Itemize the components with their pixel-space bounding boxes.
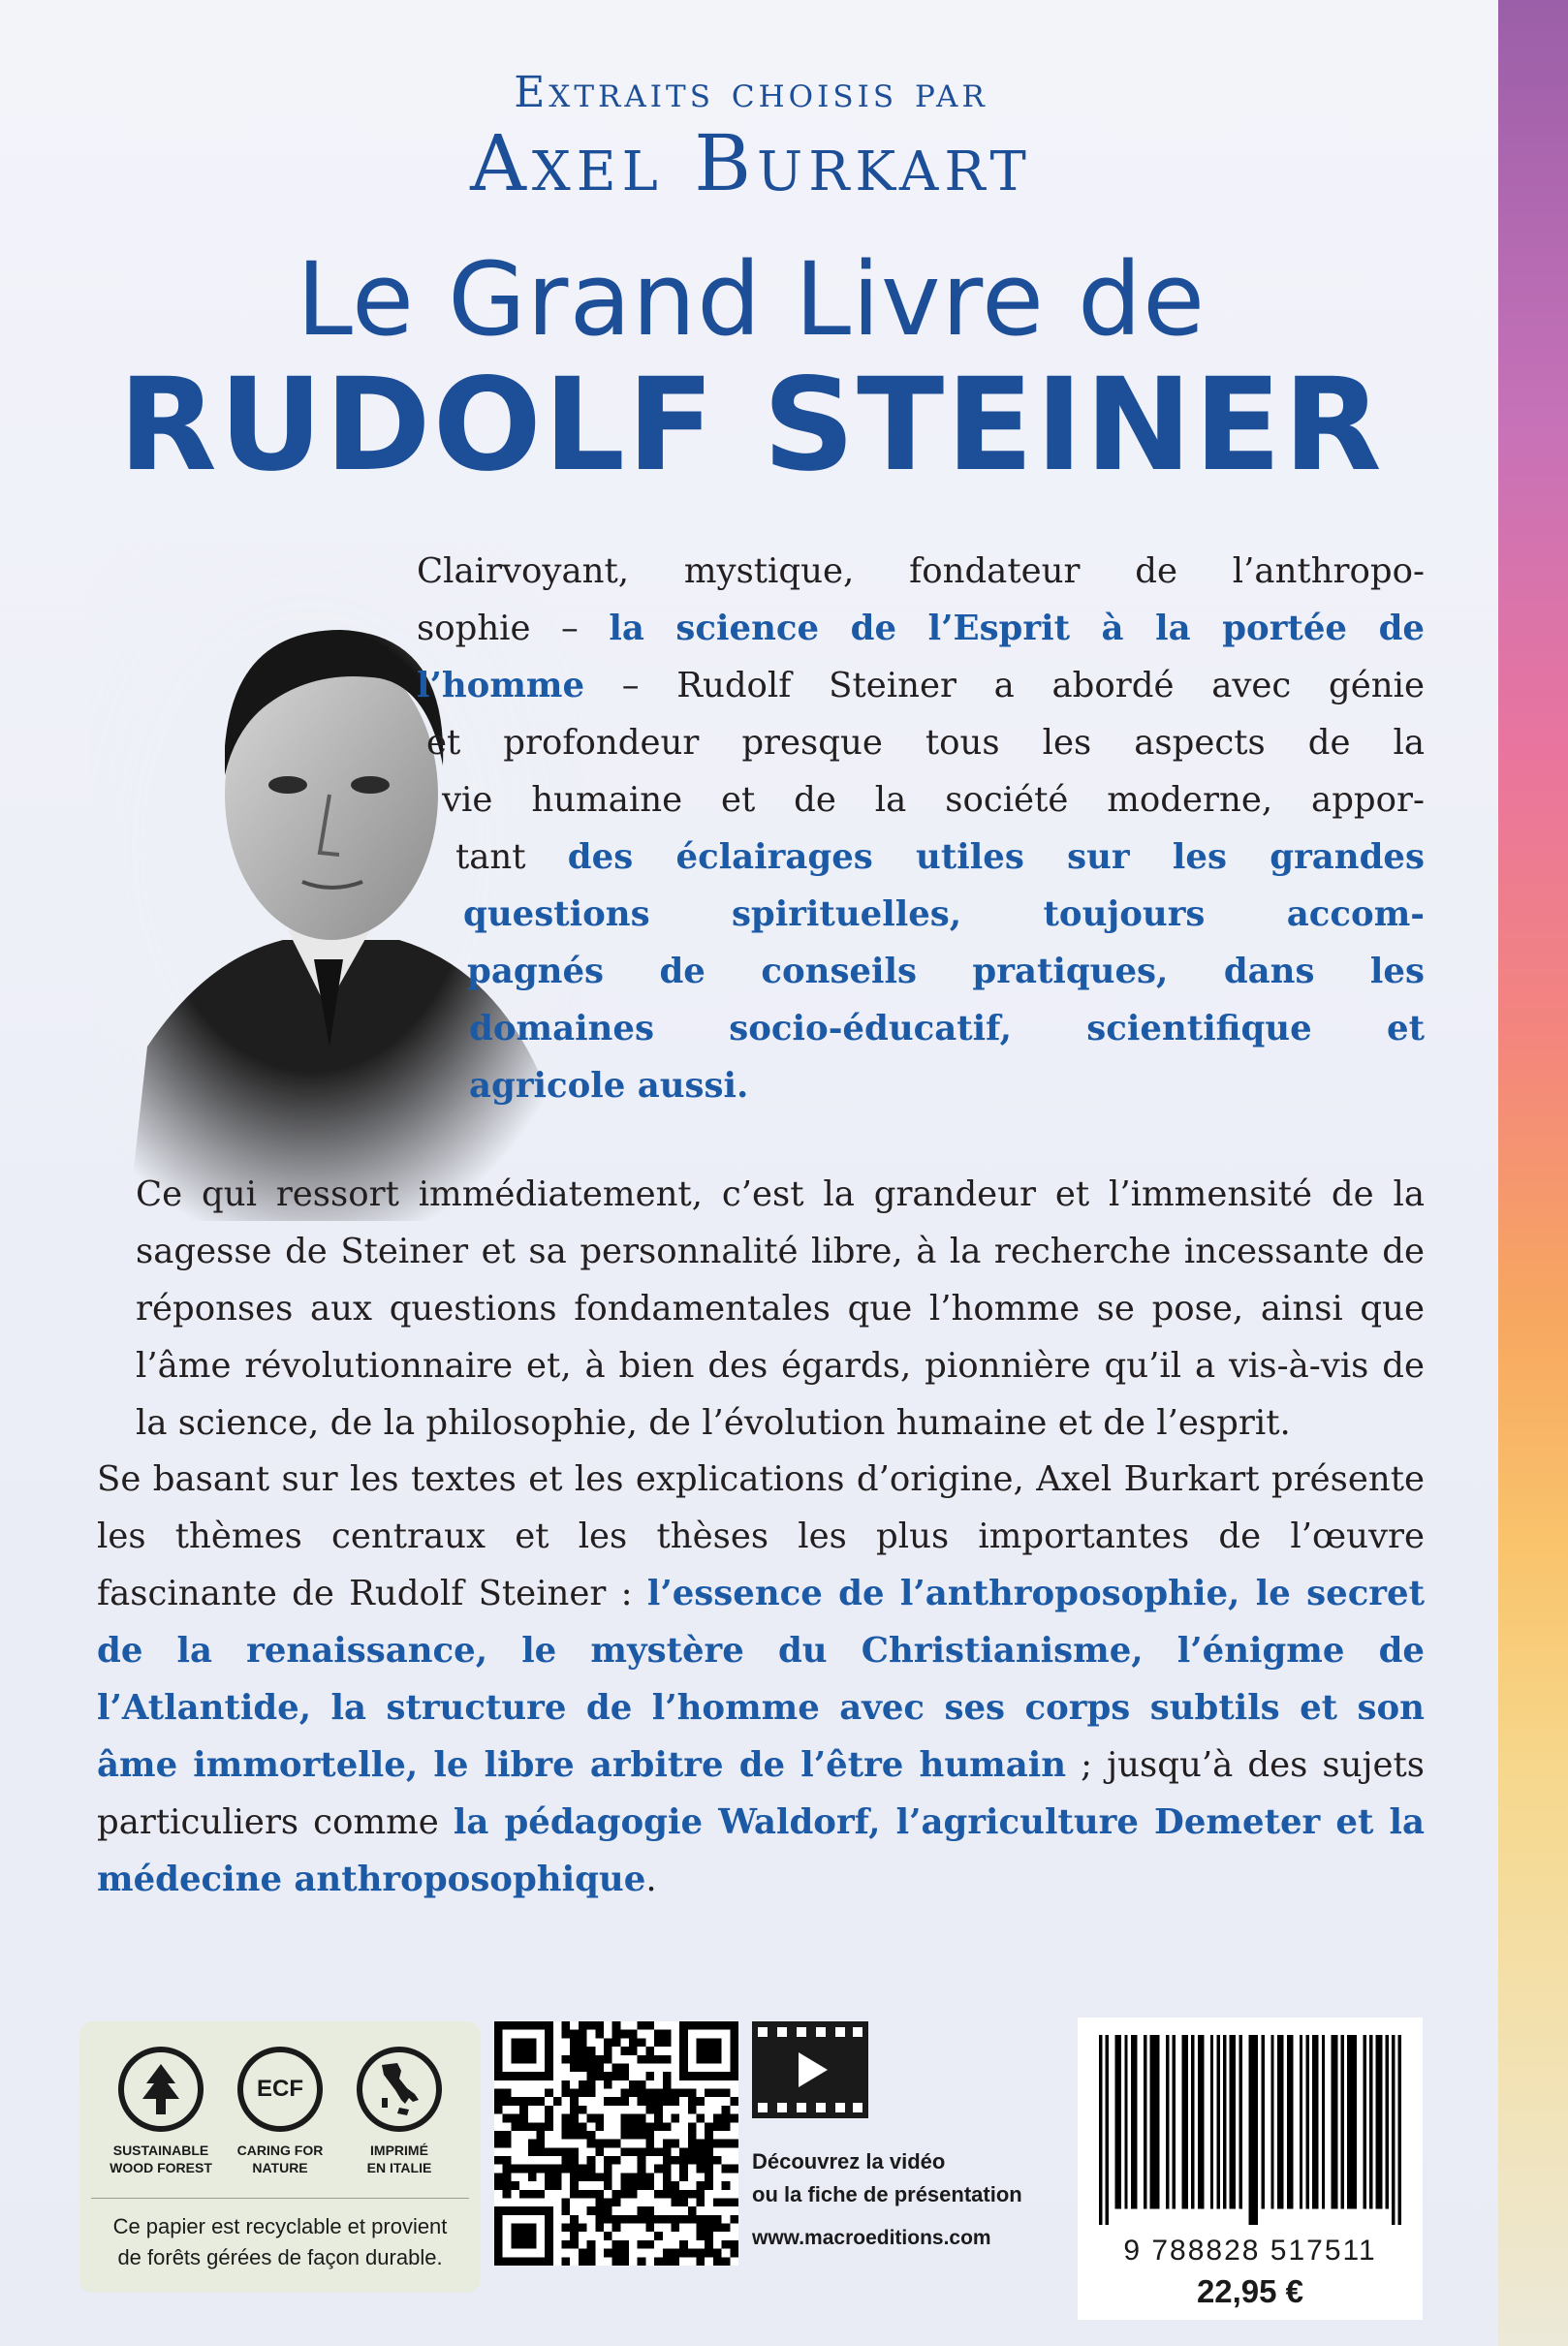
badge-caption: CARING FOR NATURE	[236, 2143, 324, 2175]
p1-line: l’homme – Rudolf Steiner a abordé avec génie	[417, 666, 1425, 705]
author-name: Axel Burkart	[470, 118, 1032, 208]
spine-gradient	[1498, 0, 1568, 2346]
second-paragraph: Ce qui ressort immédiatement, c’est la grandeur et l’immensité de la sagesse de Steiner et sa personnalité libre, à la recherche incessante de réponses aux questions fondamentales que l’homme se pose, ainsi que l’âme révolutionnaire et, à bien des égards, pionnière qu’il a vis-à-vis de la science, de la philosophie, de l’évolution humaine et de l’esprit.	[136, 1174, 1425, 1443]
subtitle: Extraits choisis par	[514, 68, 988, 117]
barcode	[1099, 2035, 1401, 2225]
p1-line: domaines socio-éducatif, scientifique et	[469, 1009, 1425, 1048]
isbn-number: 9 788828 517511	[1123, 2235, 1377, 2267]
video-caption: Découvrez la vidéo ou la fiche de présentation	[752, 2149, 1022, 2206]
italy-map-icon	[357, 2047, 442, 2132]
third-paragraph: Se basant sur les textes et les explications d’origine, Axel Burkart présente les thèmes centraux et les thèses les plus importantes de l’œuvre fascinante de Rudolf Steiner : l’essence de l’anthroposophie, le secret de la renaissance, le mystère du Christianisme, l’énigme de l’Atlantide, la structure de l’homme avec ses corps subtils et son âme immortelle, le libre arbitre de l’être humain ; jusqu’à des sujets particuliers comme la pédagogie Waldorf, l’agriculture Demeter et la médecine anthroposophique.	[97, 1459, 1425, 1899]
paper-note: Ce papier est recyclable et provient de forêts gérées de façon durable.	[112, 2214, 448, 2269]
price: 22,95 €	[1196, 2273, 1304, 2309]
p1-line: agricole aussi.	[469, 1066, 749, 1106]
badge-caption: IMPRIMÉ EN ITALIE	[366, 2143, 432, 2175]
p1-line: vie humaine et de la société moderne, appor-	[442, 780, 1425, 820]
eco-badges	[79, 2021, 481, 2293]
p1-line: tant des éclairages utiles sur les grandes	[455, 837, 1425, 877]
badge-caption: SUSTAINABLE WOOD FOREST	[110, 2143, 212, 2175]
publisher-url[interactable]: www.macroeditions.com	[752, 2227, 991, 2249]
p1-line: pagnés de conseils pratiques, dans les	[467, 952, 1425, 991]
video-play-icon[interactable]	[752, 2021, 868, 2118]
divider	[91, 2198, 469, 2199]
p1-line: et profondeur presque tous les aspects de la	[426, 723, 1425, 763]
tree-icon	[118, 2047, 204, 2132]
book-title-line1: Le Grand Livre de	[296, 240, 1207, 359]
barcode-area	[1078, 2018, 1423, 2320]
p1-line: questions spirituelles, toujours accom-	[463, 894, 1425, 934]
p1-line: sophie – la science de l’Esprit à la portée de	[417, 609, 1425, 648]
book-title-line2: RUDOLF STEINER	[118, 351, 1384, 500]
intro-paragraph	[417, 543, 1425, 1114]
qr-code[interactable]	[494, 2021, 738, 2266]
p1-line: Clairvoyant, mystique, fondateur de l’anthropo-	[417, 551, 1425, 591]
ecf-icon: ECF	[237, 2047, 323, 2132]
